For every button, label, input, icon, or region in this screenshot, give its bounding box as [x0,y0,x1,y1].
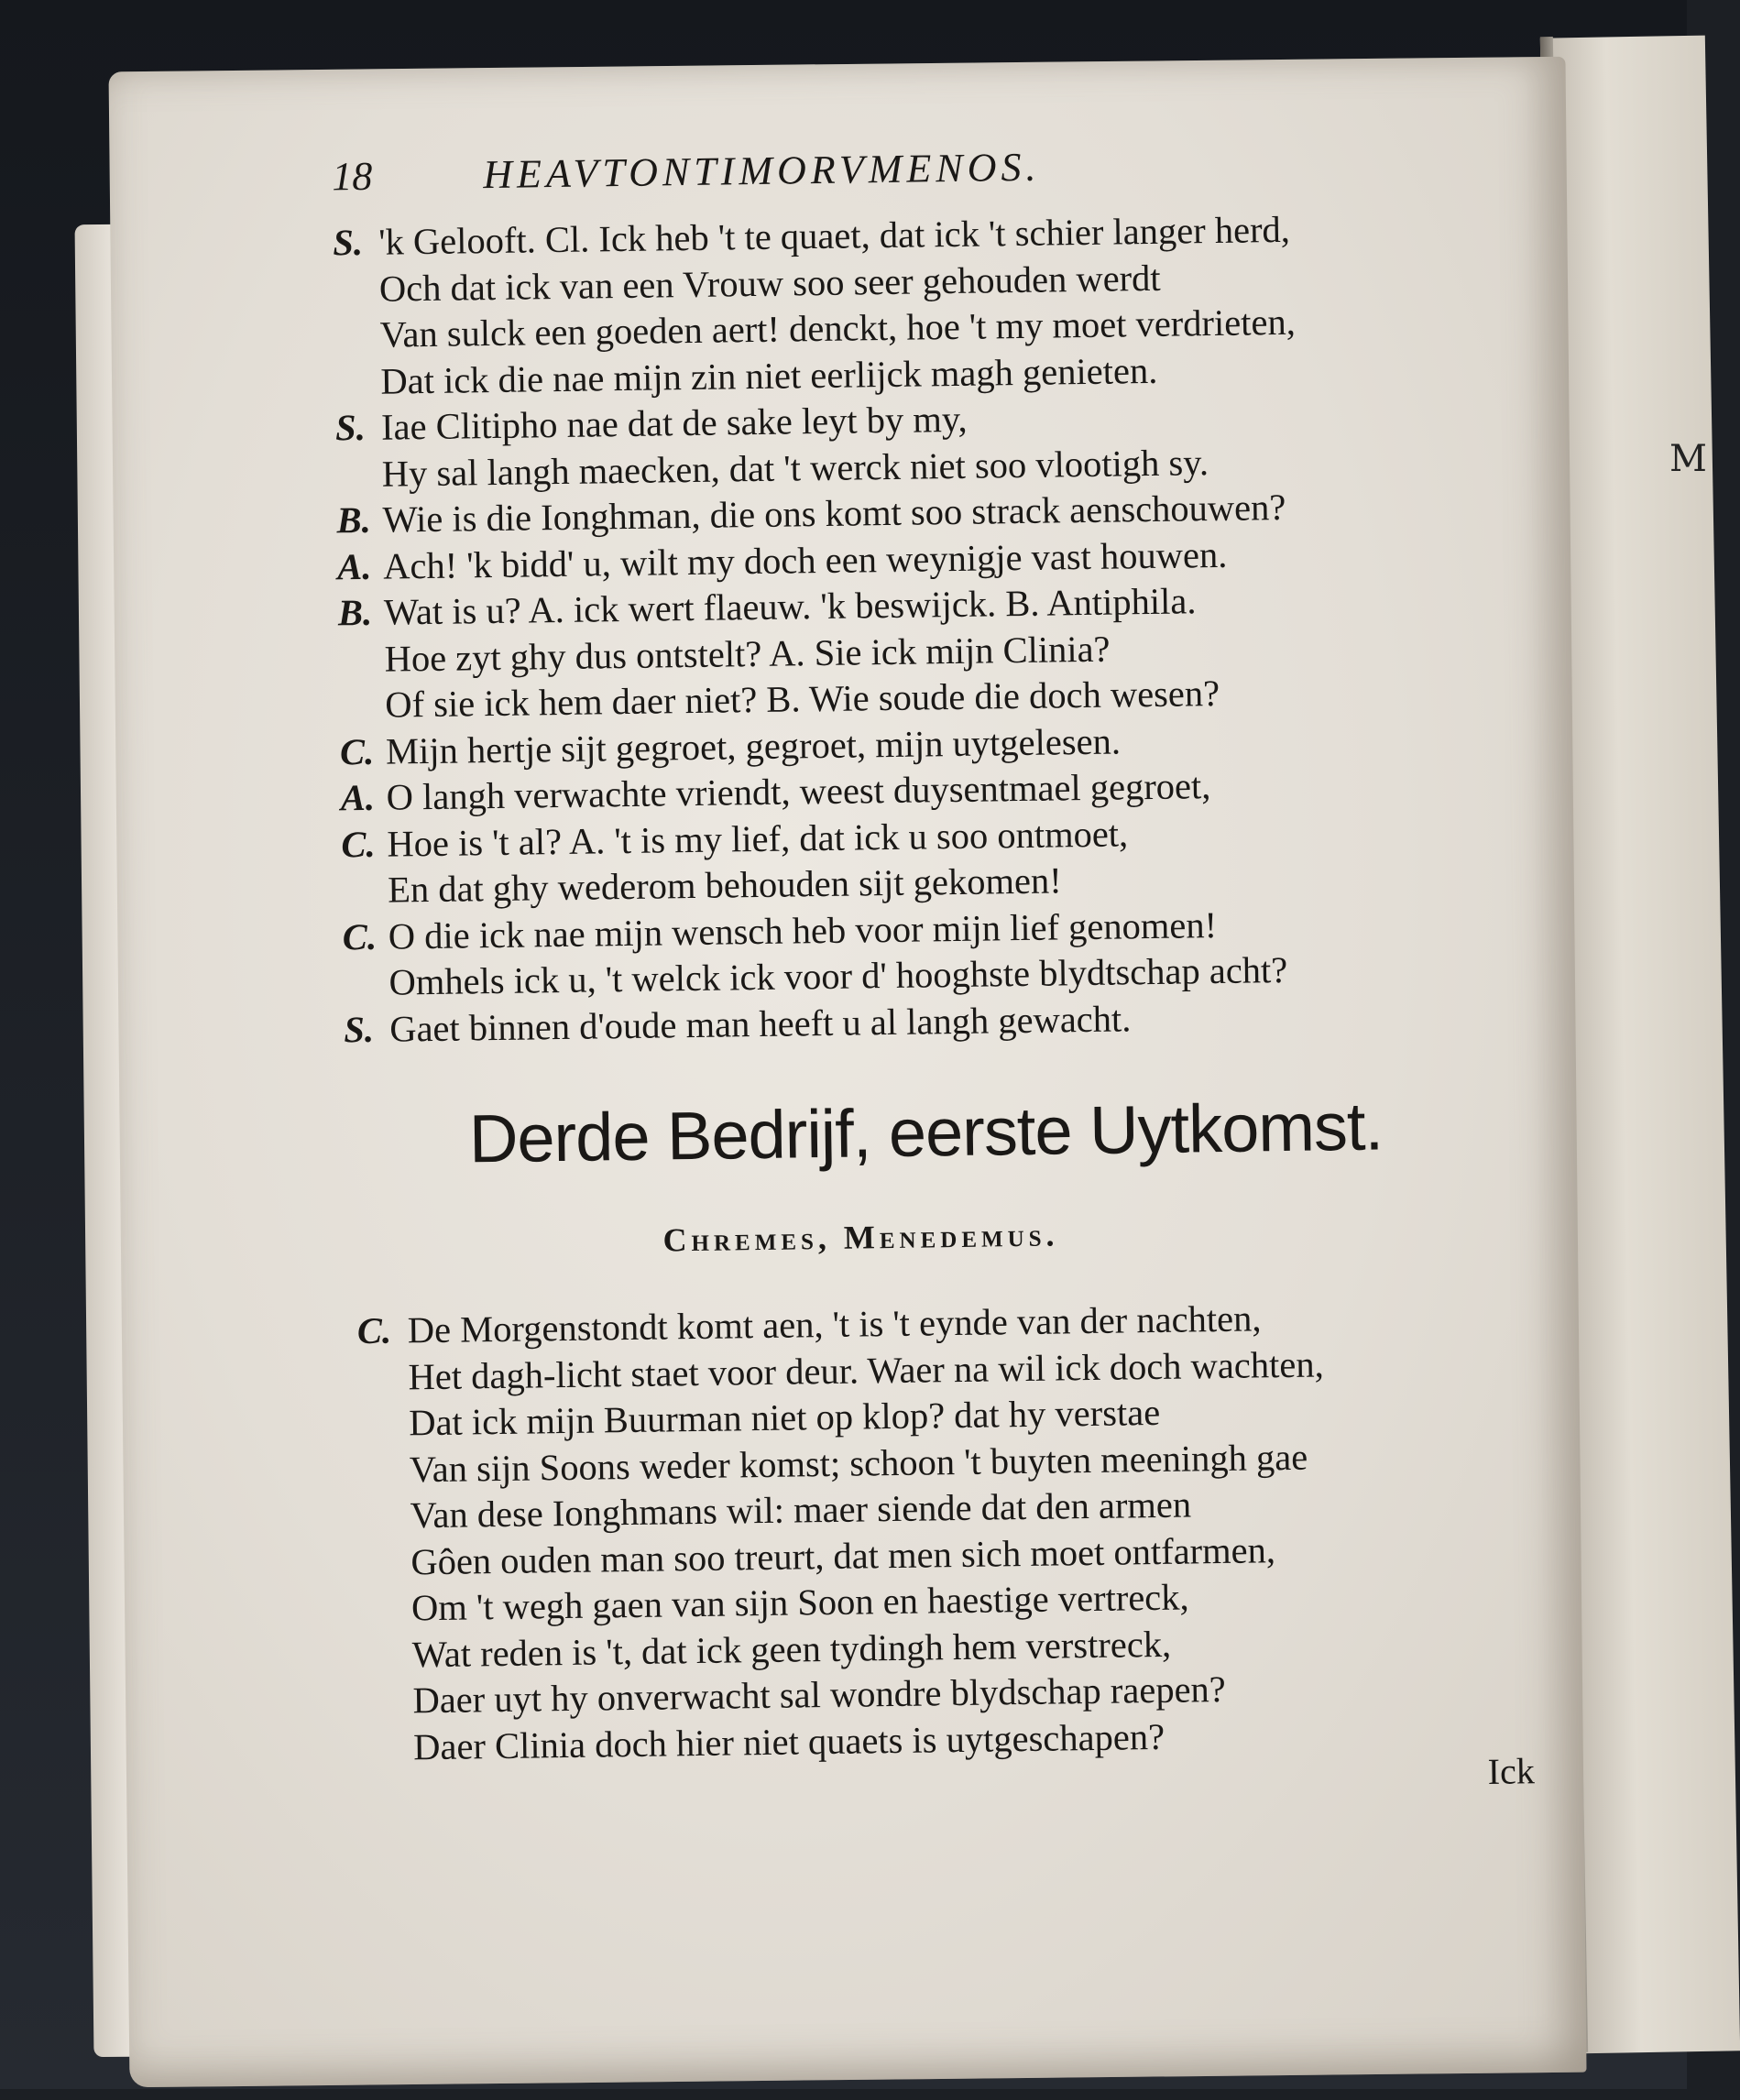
verse-text: Hoe zyt ghy dus ontstelt? A. Sie ick mijn Clinia? [384,628,1111,680]
verse-text: Hy sal langh maecken, dat 't werck niet soo vlootigh sy. [381,441,1209,495]
verse-text: O langh verwachte vriendt, weest duysentmael gegroet, [386,765,1211,818]
verse-text: Van sulck een goeden aert! denckt, hoe 't my moet verdrieten, [379,301,1297,355]
verse-text: Mijn hertje sijt gegroet, gegroet, mijn uytgelesen. [385,719,1122,772]
verse-text: Daer Clinia doch hier niet quaets is uytgeschapen? [412,1715,1165,1767]
speaker-label: C. [339,730,375,772]
verse-text: Gôen ouden man soo treurt, dat men sich moet ontfarmen, [410,1528,1276,1582]
verse-text: Dat ick mijn Buurman niet op klop? dat hy verstae [408,1391,1161,1444]
verse-text: Och dat ick van een Vrouw soo seer gehouden werdt [378,257,1161,310]
verse-text: Wat is u? A. ick wert flaeuw. 'k beswijck. B. Antiphila. [383,580,1197,633]
verse-text: Dat ick die nae mijn zin niet eerlijck magh genieten. [380,349,1158,402]
verse-line [362,1668,1227,1725]
verse-line [359,1436,1308,1494]
speaker-label: A. [340,776,376,819]
verse-line [361,1623,1172,1679]
verse-line [363,1715,1165,1772]
verse-line [356,1297,1262,1355]
facing-page-letter: M [1669,438,1707,480]
verse-text: Het dagh-licht staet voor deur. Waer na wil ick doch wachten, [408,1342,1324,1397]
verse-text: Daer uyt hy onverwacht sal wondre blydschap raepen? [412,1668,1227,1722]
verse-line [361,1576,1189,1633]
verse-text: Hoe is 't al? A. 't is my lief, dat ick u soo ontmoet, [387,812,1129,865]
verse-text: 'k Gelooft. Cl. Ick heb 't te quaet, dat ick 't schier langer herd, [378,208,1291,263]
speaker-label: A. [336,545,372,587]
verse-line [357,1342,1324,1402]
speaker-label: B. [337,591,373,634]
verse-text: Wat reden is 't, dat ick geen tydingh hem verstreck, [411,1623,1172,1675]
verse-line [337,580,1197,637]
verse-text: Of sie ick hem daer niet? B. Wie soude die doch wesen? [385,672,1220,726]
verse-text: Gaet binnen d'oude man heeft u al langh gewacht. [388,997,1132,1050]
verse-text: Iae Clitipho nae dat de sake leyt by my, [380,398,968,448]
verse-line [339,672,1220,729]
verse-line [335,441,1209,498]
verse-line [334,349,1158,406]
verse-line [334,398,968,452]
verse-text: Ach! 'k bidd' u, wilt my doch een weynigje vast houwen. [382,533,1228,587]
speaker-label: S. [343,1008,375,1050]
verse-line [342,859,1062,914]
catchword: Ick [1487,1750,1536,1792]
verse-line [360,1528,1276,1587]
character-list: Chremes, Menedemus. [662,1216,1059,1259]
speaker-label: B. [336,498,371,541]
verse-text: Van dese Ionghmans wil: maer siende dat den armen [410,1483,1192,1537]
verse-text: O die ick nae mijn wensch heb voor mijn lief genomen! [388,903,1218,957]
verse-line [342,903,1218,961]
verse-line [338,628,1111,684]
verse-line [336,533,1228,591]
speaker-label: S. [334,406,367,449]
page-number: 18 [331,153,373,200]
speaker-label: S. [332,221,364,264]
speaker-label: C. [356,1309,392,1352]
running-head [332,140,1286,209]
verse-text: Omhels ick u, 't welck ick voor d' hooghste blydtschap acht? [388,948,1288,1003]
verse-line [340,765,1211,822]
speaker-label: C. [341,823,376,865]
verse-line [343,997,1132,1054]
verse-line [358,1391,1161,1448]
verse-line [341,812,1129,869]
verse-text: En dat ghy wederom behouden sijt gekomen! [387,859,1062,911]
verse-text: Wie is die Ionghman, die ons komt soo strack aenschouwen? [382,486,1286,541]
verse-text: Om 't wegh gaen van sijn Soon en haestige vertreck, [410,1576,1189,1629]
act-heading: Derde Bedrijf, eerste Uytkomst. [468,1088,1384,1177]
verse-line [343,948,1288,1007]
verse-line [332,208,1291,267]
running-title: HEAVTONTIMORVMENOS. [482,144,1041,198]
verse-line [339,719,1122,776]
verse-text: Van sijn Soons weder komst; schoon 't buyten meeningh gae [409,1436,1308,1490]
verse-text: De Morgenstondt komt aen, 't is 't eynde van der nachten, [407,1297,1262,1351]
verse-line [359,1483,1192,1540]
speaker-label: C. [342,915,378,957]
verse-line [336,486,1286,544]
